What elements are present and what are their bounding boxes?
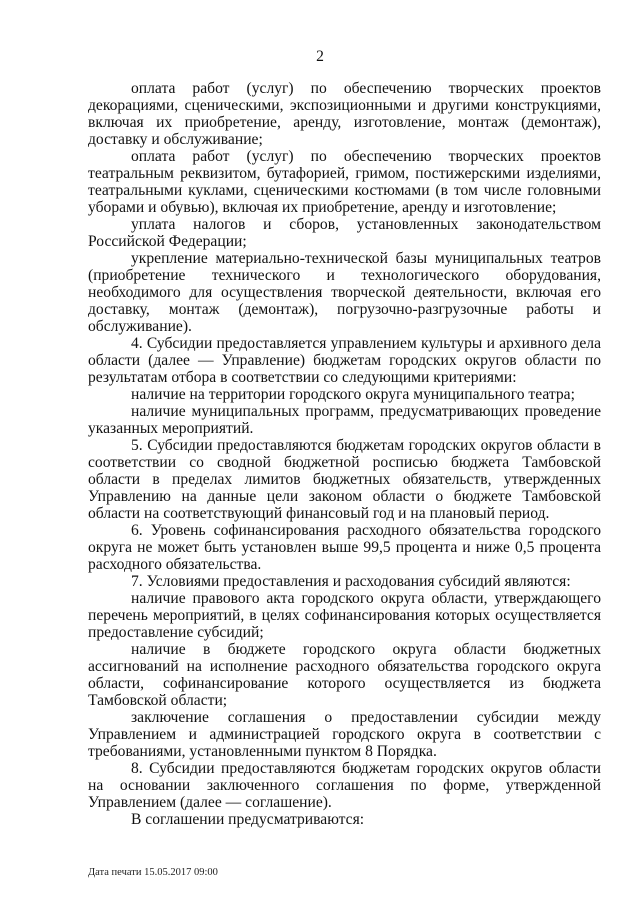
paragraph: наличие на территории городского округа муниципального театра; xyxy=(131,386,575,403)
paragraph: наличие в бюджете городского округа области бюджетных ассигнований на исполнение расходного обязательства городского округа области, софинансирование которого осуществляется из бюджета Тамбовской области; xyxy=(88,641,601,709)
paragraph: В соглашении предусматриваются: xyxy=(131,811,365,828)
page-number: 2 xyxy=(316,48,324,65)
paragraph: укрепление материально-технической базы муниципальных театров (приобретение технического и технологического оборудования, необходимого для осуществления творческой деятельности, включая его доставку, монтаж (демонтаж), погрузочно-разгрузочные работы и обслуживание). xyxy=(88,250,601,335)
paragraph: уплата налогов и сборов, установленных законодательством Российской Федерации; xyxy=(88,216,601,250)
paragraph: наличие муниципальных программ, предусматривающих проведение указанных мероприятий. xyxy=(88,403,601,437)
paragraph: наличие правового акта городского округа области, утверждающего перечень мероприятий, в целях софинансирования которых осуществляется предоставление субсидий; xyxy=(88,590,601,641)
paragraph: 5. Субсидии предоставляются бюджетам городских округов области в соответствии со сводной бюджетной росписью бюджета Тамбовской области в пределах лимитов бюджетных обязательств, утвержденных Управлению на данные цели законом области о бюджете Тамбовской области на соответствующий финансовый год и на плановый период. xyxy=(88,437,601,522)
paragraph: 7. Условиями предоставления и расходования субсидий являются: xyxy=(131,573,571,590)
paragraph: 4. Субсидии предоставляется управлением культуры и архивного дела области (далее — Управление) бюджетам городских округов области по результатам отбора в соответствии со следующими критериями: xyxy=(88,335,601,386)
paragraph: оплата работ (услуг) по обеспечению творческих проектов театральным реквизитом, бутафорией, гримом, постижерскими изделиями, театральными куклами, сценическими костюмами (в том числе головными уборами и обувью), включая их приобретение, аренду и изготовление; xyxy=(88,148,601,216)
paragraph: 8. Субсидии предоставляются бюджетам городских округов области на основании заключенного соглашения по форме, утвержденной Управлением (далее — соглашение). xyxy=(88,760,601,811)
paragraph: оплата работ (услуг) по обеспечению творческих проектов декорациями, сценическими, экспозиционными и другими конструкциями, включая их приобретение, аренду, изготовление, монтаж (демонтаж), доставку и обслуживание; xyxy=(88,80,601,148)
paragraph: заключение соглашения о предоставлении субсидии между Управлением и администрацией городского округа в соответствии с требованиями, установленными пунктом 8 Порядка. xyxy=(88,709,601,760)
print-date-footer: Дата печати 15.05.2017 09:00 xyxy=(88,867,218,878)
document-body xyxy=(88,80,601,828)
paragraph: 6. Уровень софинансирования расходного обязательства городского округа не может быть установлен выше 99,5 процента и ниже 0,5 процента расходного обязательства. xyxy=(88,522,601,573)
